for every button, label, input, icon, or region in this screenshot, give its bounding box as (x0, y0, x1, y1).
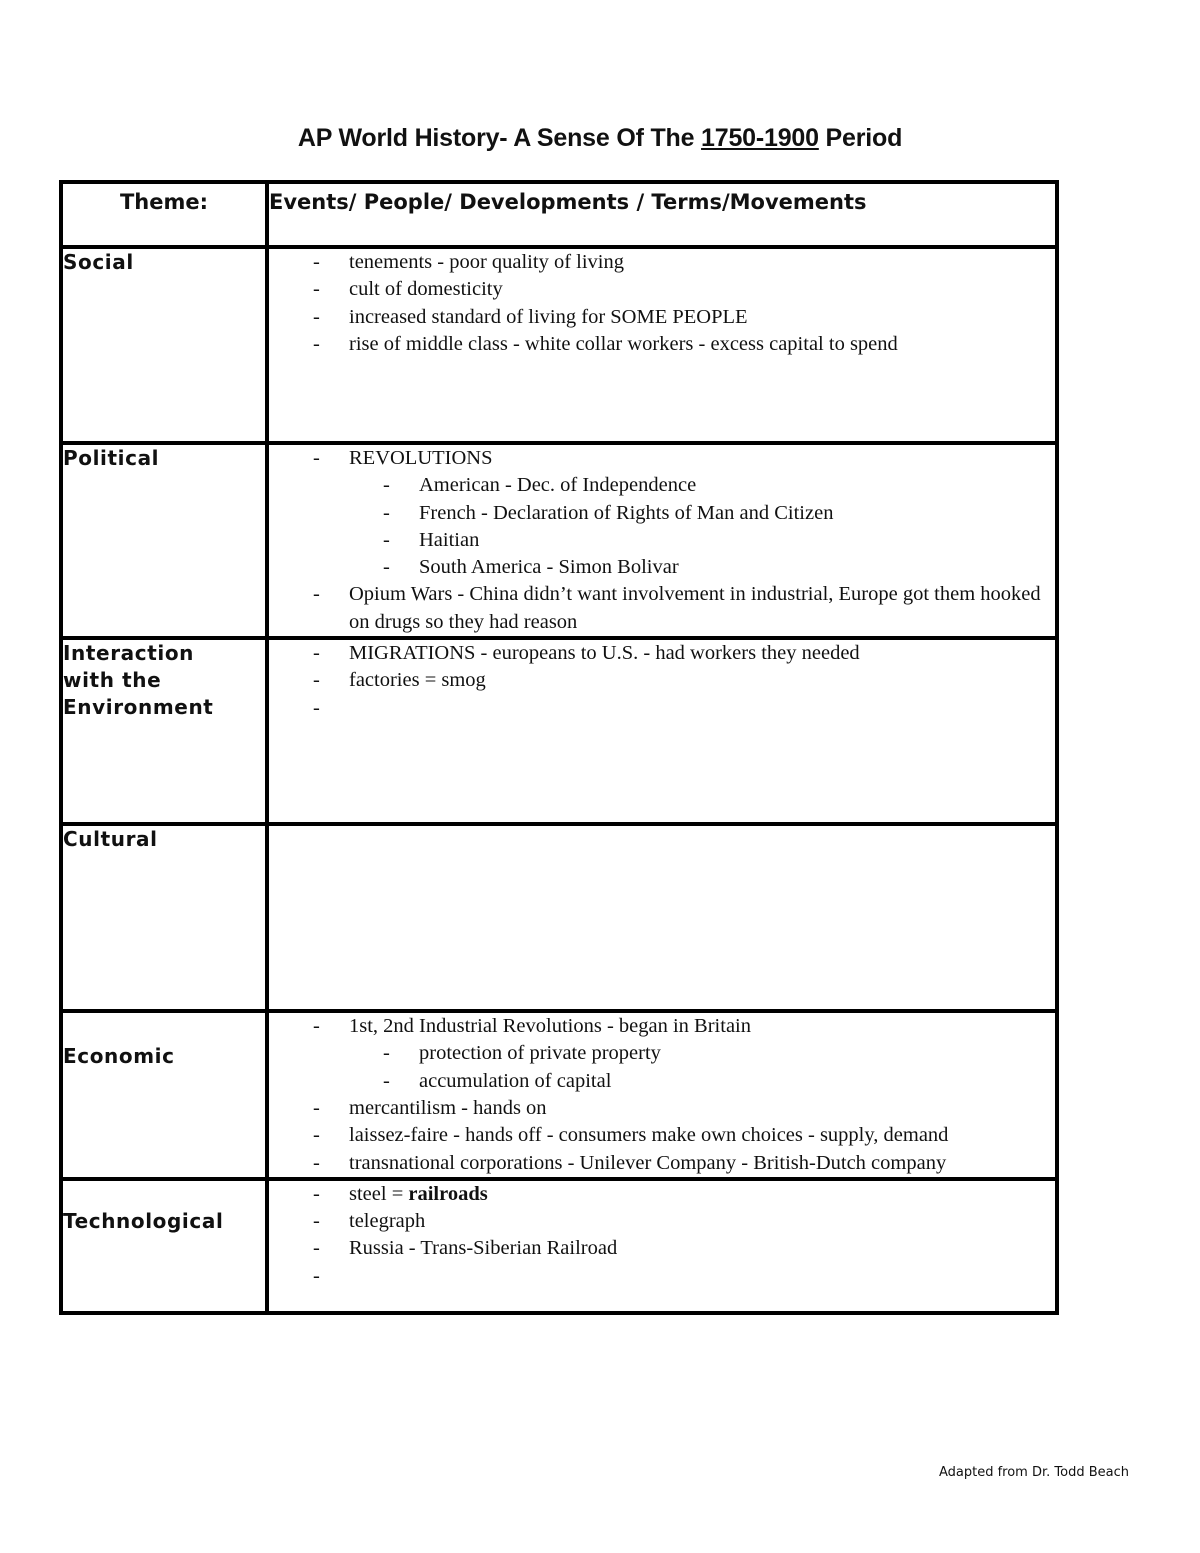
events-cell-cultural (267, 824, 1057, 1011)
list-item (313, 695, 1055, 722)
list-item: - Russia - Trans-Siberian Railroad (313, 1235, 1055, 1262)
events-cell-environment (267, 638, 1057, 824)
list-item: - rise of middle class - white collar workers - excess capital to spend (313, 331, 1055, 358)
list-item (313, 1263, 1055, 1290)
technological-list (269, 1181, 1055, 1290)
header-events: Events/ People/ Developments / Terms/Movements (267, 182, 1057, 247)
list-item: - Opium Wars - China didn’t want involvement in industrial, Europe got them hooked on drugs so they had reason (313, 581, 1055, 636)
list-item: - French - Declaration of Rights of Man and Citizen (383, 500, 1055, 527)
environment-label-line1: Interaction (63, 641, 195, 666)
revolutions-sublist (349, 472, 1055, 581)
environment-label-line3: Environment (63, 695, 214, 720)
environment-list (269, 640, 1055, 722)
theme-label-political: Political (61, 443, 267, 638)
political-list (269, 445, 1055, 636)
footer-credit: Adapted from Dr. Todd Beach (938, 1465, 1129, 1480)
list-item: - South America - Simon Bolivar (383, 554, 1055, 581)
table-row-political (61, 443, 1057, 638)
list-item: - mercantilism - hands on (313, 1095, 1055, 1122)
title-suffix: Period (818, 124, 903, 152)
title-period: 1750-1900 (701, 124, 819, 152)
theme-label-cultural: Cultural (61, 824, 267, 1011)
events-cell-social (267, 247, 1057, 443)
list-item (313, 445, 1055, 581)
themes-table (59, 180, 1059, 1315)
document-title (0, 124, 1200, 153)
revolutions-heading: REVOLUTIONS (349, 447, 493, 469)
header-row (61, 182, 1057, 247)
table-row-environment (61, 638, 1057, 824)
list-item: - American - Dec. of Independence (383, 472, 1055, 499)
theme-label-technological: Technological (61, 1179, 267, 1313)
list-item (313, 1181, 1055, 1208)
list-item (313, 1013, 1055, 1095)
list-item: - accumulation of capital (383, 1068, 1055, 1095)
list-item: - telegraph (313, 1208, 1055, 1235)
theme-label-social: Social (61, 247, 267, 443)
theme-label-environment (61, 638, 267, 824)
events-cell-technological (267, 1179, 1057, 1313)
list-item: - Haitian (383, 527, 1055, 554)
list-item: - protection of private property (383, 1040, 1055, 1067)
table-row-economic (61, 1011, 1057, 1179)
theme-label-economic: Economic (61, 1011, 267, 1179)
industrial-heading: 1st, 2nd Industrial Revolutions - began in Britain (349, 1015, 751, 1038)
events-cell-political (267, 443, 1057, 638)
steel-railroads: railroads (408, 1182, 488, 1205)
steel-prefix: steel = (349, 1182, 409, 1205)
header-theme: Theme: (61, 182, 267, 247)
economic-list (269, 1013, 1055, 1177)
events-cell-economic (267, 1011, 1057, 1179)
social-list (269, 249, 1055, 358)
list-item: - MIGRATIONS - europeans to U.S. - had workers they needed (313, 640, 1055, 667)
list-item: - cult of domesticity (313, 276, 1055, 303)
table-row-social (61, 247, 1057, 443)
industrial-sublist (349, 1040, 1055, 1095)
list-item: - transnational corporations - Unilever Company - British-Dutch company (313, 1150, 1055, 1177)
table-row-cultural (61, 824, 1057, 1011)
table-row-technological (61, 1179, 1057, 1313)
list-item: - tenements - poor quality of living (313, 249, 1055, 276)
list-item: - increased standard of living for SOME PEOPLE (313, 304, 1055, 331)
environment-label-line2: with the (63, 668, 162, 693)
title-prefix: AP World History- A Sense Of The (297, 124, 702, 152)
list-item: - laissez-faire - hands off - consumers make own choices - supply, demand (313, 1122, 1055, 1149)
list-item: - factories = smog (313, 667, 1055, 694)
